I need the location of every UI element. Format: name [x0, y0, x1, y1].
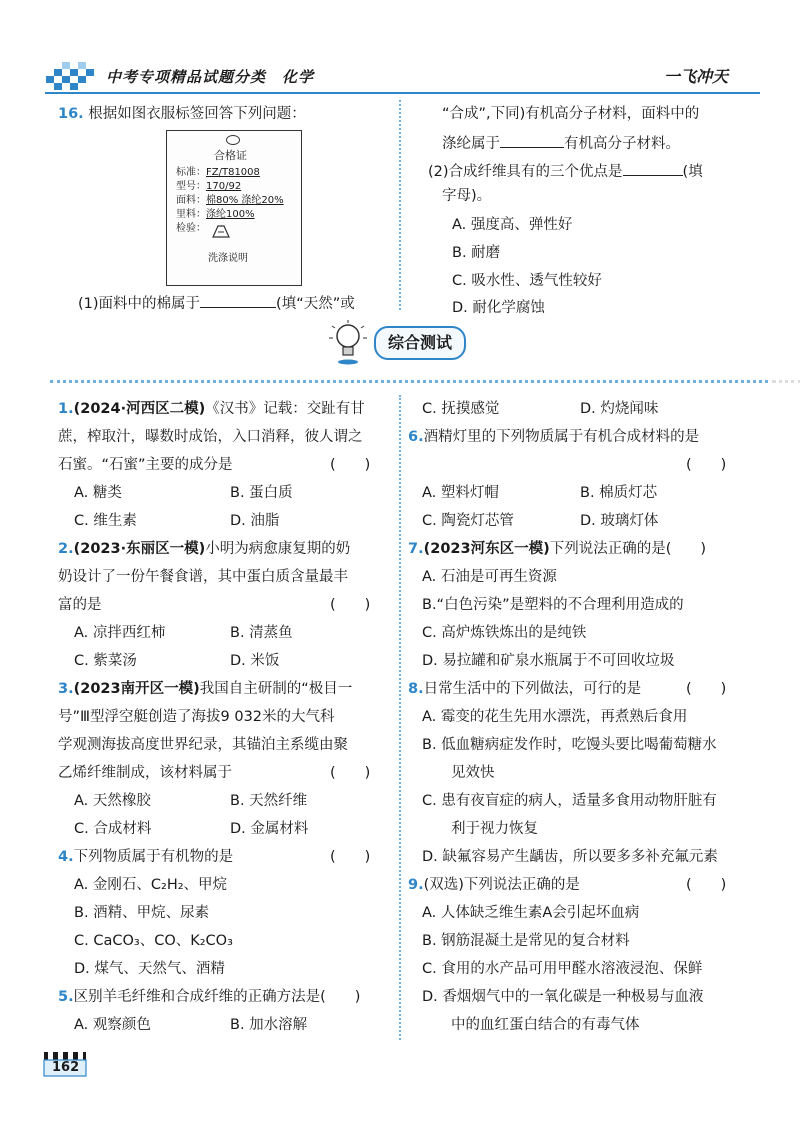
q16-option-c: C. 吸水性、透气性较好	[452, 273, 602, 289]
q8-option-c-cont: 利于视力恢复	[422, 821, 538, 837]
q16-blank-1	[200, 292, 276, 308]
q9-answer-paren: ( )	[686, 877, 727, 893]
q2-answer-paren: ( )	[330, 597, 371, 613]
q1-option-a: A. 糖类	[74, 485, 122, 501]
q6-answer-paren: ( )	[686, 457, 727, 473]
label-lining: 里料：涤纶100%	[176, 209, 255, 220]
q16-part1-end: 涤纶属于 有机高分子材料。	[442, 132, 680, 154]
q16-option-d: D. 耐化学腐蚀	[452, 300, 545, 316]
q8-answer-paren: ( )	[686, 681, 727, 697]
q3-line4: 乙烯纤维制成，该材料属于	[58, 765, 232, 781]
q1-line2: 蔗，榨取汁，曝数时成饴，入口消释，彼人谓之	[58, 429, 363, 445]
q8: 8.日常生活中的下列做法，可行的是	[408, 681, 642, 697]
q5-option-d: D. 灼烧闻味	[580, 401, 659, 417]
q3-answer-paren: ( )	[330, 765, 371, 781]
q3-line2: 号”Ⅲ型浮空艇创造了海拔9 032米的大气科	[58, 709, 335, 725]
q6: 6.酒精灯里的下列物质属于有机合成材料的是	[408, 429, 700, 445]
q8-option-b: B. 低血糖病症发作时，吃馒头要比喝葡萄糖水	[422, 737, 717, 753]
q7-option-a: A. 石油是可再生资源	[422, 569, 557, 585]
q16-blank-2	[500, 132, 564, 148]
q8-option-b-cont: 见效快	[422, 765, 495, 781]
q2-line2: 奶设计了一份午餐食谱，其中蛋白质含量最丰	[58, 569, 348, 585]
q2-option-a: A. 凉拌西红柿	[74, 625, 166, 641]
label-fabric: 面料：棉80% 涤纶20%	[176, 195, 284, 206]
q8-option-c: C. 患有夜盲症的病人，适量多食用动物肝脏有	[422, 793, 717, 809]
section-title: 综合测试	[374, 326, 466, 360]
q3-line3: 学观测海拔高度世界纪录，其锚泊主系缆由聚	[58, 737, 348, 753]
header-brand: 一飞冲天	[664, 67, 729, 86]
header-title: 中考专项精品试题分类 化学	[106, 68, 315, 86]
q6-option-c: C. 陶瓷灯芯管	[422, 513, 514, 529]
q5-option-c: C. 抚摸感觉	[422, 401, 500, 417]
q1-option-d: D. 油脂	[230, 513, 280, 529]
q2-line3: 富的是	[58, 597, 102, 613]
label-wash-title: 洗涤说明	[208, 253, 248, 264]
q2-option-d: D. 米饭	[230, 653, 280, 669]
section-divider-faint	[772, 380, 800, 383]
q6-option-b: B. 棉质灯芯	[580, 485, 658, 501]
q2-source: (2023·东丽区一模)	[73, 541, 206, 557]
column-divider	[399, 395, 401, 1040]
q9-option-d: D. 香烟烟气中的一氧化碳是一种极易与血液	[422, 989, 704, 1005]
q9: 9.(双选)下列说法正确的是	[408, 877, 580, 893]
q16-blank-3	[623, 160, 683, 176]
q1-option-b: B. 蛋白质	[230, 485, 293, 501]
q5: 5.区别羊毛纤维和合成纤维的正确方法是( )	[58, 989, 361, 1005]
q1-line3: 石蜜。“石蜜”主要的成分是	[58, 457, 233, 473]
q5-option-b: B. 加水溶解	[230, 1017, 308, 1033]
q4-option-d: D. 煤气、天然气、酒精	[74, 961, 225, 977]
q16-option-b: B. 耐磨	[452, 245, 501, 261]
q6-option-d: D. 玻璃灯体	[580, 513, 659, 529]
header-rule	[45, 92, 760, 94]
q2: 2.(2023·东丽区一模)小明为病愈康复期的奶	[58, 541, 351, 557]
q1: 1.(2024·河西区二模)《汉书》记载：交趾有甘	[58, 401, 365, 417]
q9-option-b: B. 钢筋混凝土是常见的复合材料	[422, 933, 630, 949]
label-title: 合格证	[214, 149, 247, 162]
q16-part2: (2)合成纤维具有的三个优点是 (填	[428, 160, 703, 182]
q16	[58, 104, 306, 124]
q3-option-d: D. 金属材料	[230, 821, 309, 837]
label-hole-icon	[226, 135, 240, 145]
q5-option-a: A. 观察颜色	[74, 1017, 151, 1033]
q3-option-c: C. 合成材料	[74, 821, 152, 837]
label-model: 型号：170/92	[176, 181, 242, 192]
q3: 3.(2023南开区一模)我国自主研制的“极目一	[58, 681, 353, 697]
q16-part1-cont: “合成”,下同)有机高分子材料，面料中的	[442, 106, 700, 122]
q4-option-c: C. CaCO₃、CO、K₂CO₃	[74, 933, 233, 949]
q16-stem: 根据如图衣服标签回答下列问题：	[88, 106, 306, 122]
q16-option-a: A. 强度高、弹性好	[452, 217, 573, 233]
q2-option-c: C. 紫菜汤	[74, 653, 137, 669]
q1-answer-paren: ( )	[330, 457, 371, 473]
page-number: 162	[52, 1060, 80, 1075]
q9-option-d-cont: 中的血红蛋白结合的有毒气体	[422, 1017, 640, 1033]
q4: 4.下列物质属于有机物的是	[58, 849, 234, 865]
q7-option-c: C. 高炉炼铁炼出的是纯铁	[422, 625, 587, 641]
q1-source: (2024·河西区二模)	[73, 401, 206, 417]
q3-option-a: A. 天然橡胶	[74, 793, 151, 809]
q8-option-a: A. 霉变的花生先用水漂洗，再煮熟后食用	[422, 709, 688, 725]
q8-option-d: D. 缺氟容易产生龋齿，所以要多多补充氟元素	[422, 849, 718, 865]
lightbulb-icon	[326, 318, 370, 366]
q7: 7.(2023河东区一模)下列说法正确的是( )	[408, 541, 707, 557]
header-checker-icon	[46, 62, 98, 90]
q3-option-b: B. 天然纤维	[230, 793, 308, 809]
label-standard: 标准：FZ/T81008	[176, 167, 260, 178]
q4-option-b: B. 酒精、甲烷、尿素	[74, 905, 210, 921]
q9-option-a: A. 人体缺乏维生素A会引起坏血病	[422, 905, 640, 921]
label-inspect: 检验：	[176, 223, 206, 234]
q7-option-d: D. 易拉罐和矿泉水瓶属于不可回收垃圾	[422, 653, 675, 669]
q7-source: (2023河东区一模)	[423, 541, 550, 557]
q16-number: 16.	[58, 106, 84, 122]
wash-tub-icon	[212, 224, 230, 238]
q7-option-b: B.“白色污染”是塑料的不合理利用造成的	[422, 597, 684, 613]
q4-answer-paren: ( )	[330, 849, 371, 865]
q1-option-c: C. 维生素	[74, 513, 137, 529]
q16-part2-end: 字母)。	[442, 188, 492, 204]
q9-option-c: C. 食用的水产品可用甲醛水溶液浸泡、保鲜	[422, 961, 703, 977]
section-divider	[50, 380, 768, 383]
q2-option-b: B. 清蒸鱼	[230, 625, 293, 641]
q16-part1: (1)面料中的棉属于 (填“天然”或	[78, 292, 355, 314]
q6-option-a: A. 塑料灯帽	[422, 485, 499, 501]
column-divider-top	[399, 100, 401, 310]
q3-source: (2023南开区一模)	[73, 681, 200, 697]
q4-option-a: A. 金刚石、C₂H₂、甲烷	[74, 877, 228, 893]
